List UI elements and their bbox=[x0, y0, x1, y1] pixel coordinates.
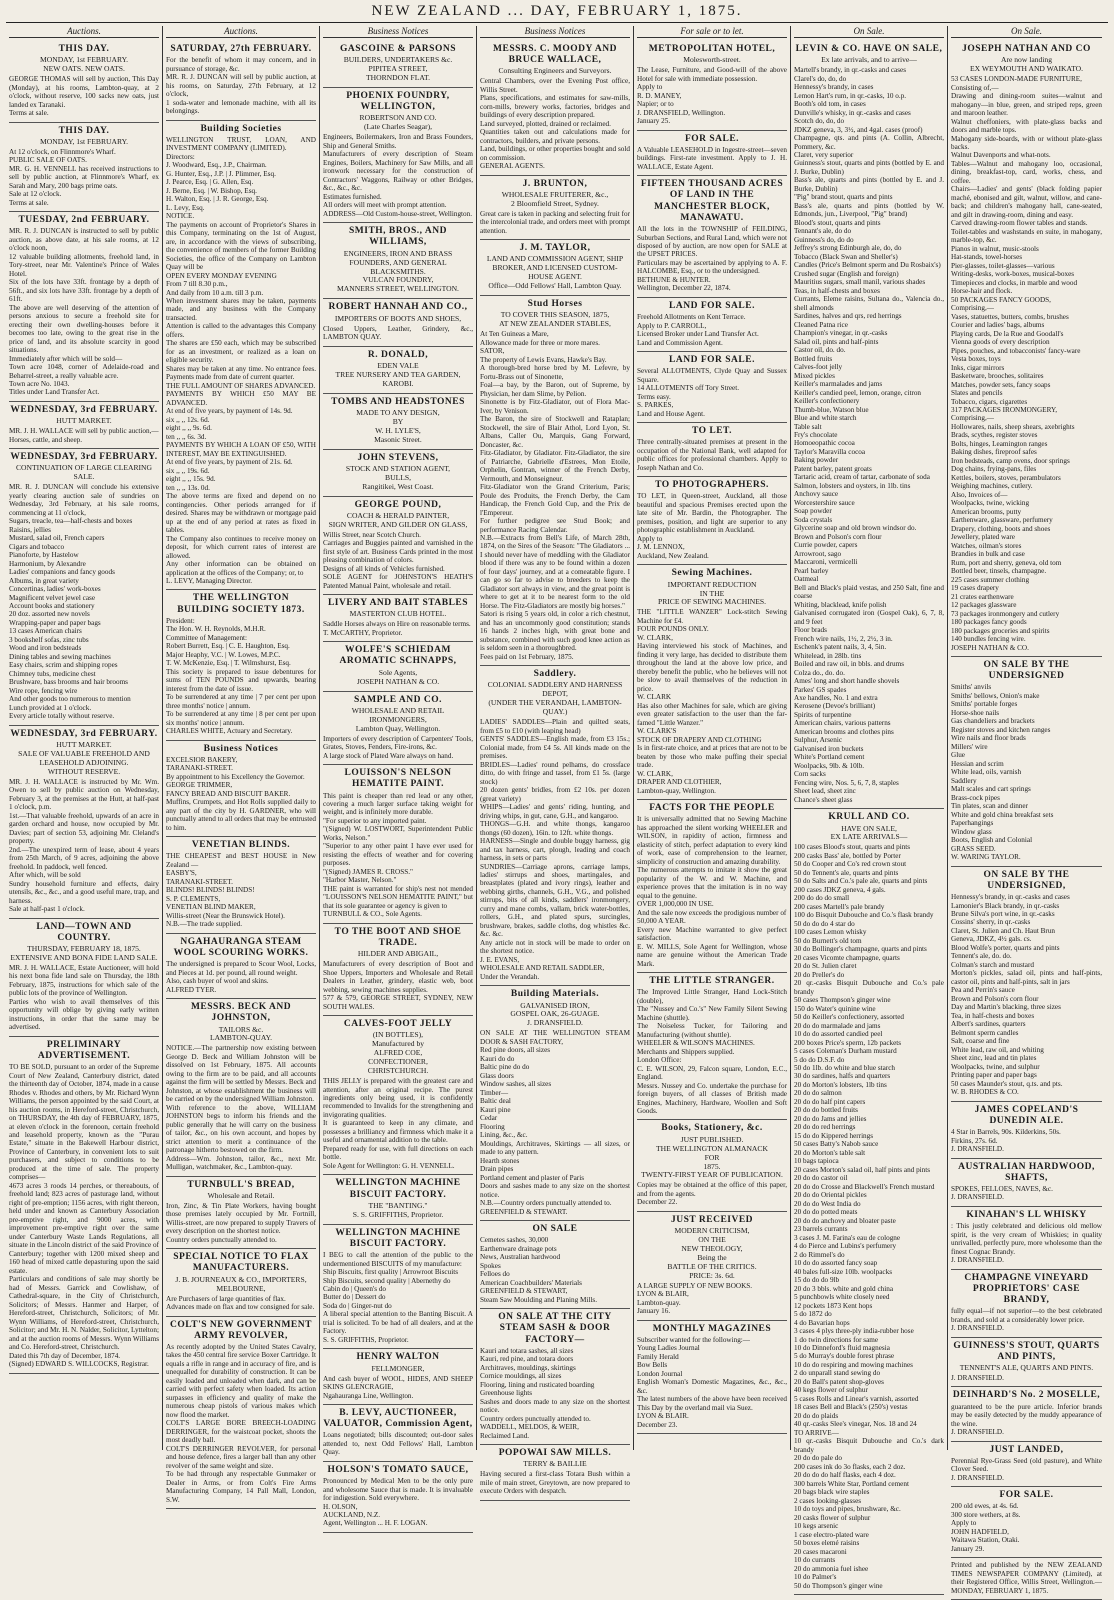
ad-title: VENETIAN BLINDS. bbox=[191, 840, 291, 851]
advertisement bbox=[323, 765, 473, 924]
ad-title: FOR SALE. bbox=[999, 1490, 1054, 1501]
ad-subheading: J. B. JOURNEAUX & CO., IMPORTERS, MELBOURNE, bbox=[175, 1274, 307, 1293]
advertisement bbox=[480, 986, 630, 1221]
advertisement bbox=[637, 800, 787, 973]
advertisement bbox=[9, 1037, 159, 1374]
ad-body: At Ten Guineas a Mare, Allowance made for three or more mares. SATOR, The property of Lewis Evans, Hawke's Bay. A thorough-bred horse bred by M. Lefevre, by Fortu-Brass out of Sinonette, Foal—a bay, by the Baron, out of Supreme, by Physician, her dam Slime, by Pelion. Sinonette is by Fitz-Gladiator, out of Flora Mac-Iver, by Venison. The Baron, the sire of Stockwell and Rataplan; Stockwell, the sire of Blair Athol, Lord Lyon, St. Albans, Caller Ou, Marquis, Gang Forward, Doncaster, &c. Fitz-Gladiator, by Gladiator. Fitz-Gladiator, the sire of Patriarche, Gabrielle d'Estrees, Mon Etoile, Orphelin, Gontran, winner of the French Derby, Vermouth, and Monseigneur. Fitz-Gladiator won the Grand Criterium, Paris; Poule des Produits, the French Derby, the Cam Handicap, the French Gold Cup, and the Prix de l'Empereur. For further pedigree see Stud Book; and performance Racing Calendar. N.B.—Extracts from Bell's Life, of March 28th, 1874, on the Sires of the Season: "The Gladiators ... I should never have of meddling with the Gladiator blood if there was any to be found within a dozen of four days' journey, and at a comeatable figure. I can go so far to advise to breeders to keep the Gladiator sort always in view, and the great point is where to get at it to be nearest form to the old Horse. The Fitz-Gladiators are mostly big horses." Satori is rising 5 years old, in color a rich chestnut, and has an uncommonly good constitution; stands 16 hands 2 inches high, with great bone and substance, combined with such good knee action as is seldom seen in a thoroughbred. Fees paid on 1st February, 1875. bbox=[480, 330, 630, 661]
ad-title: TUESDAY, 2nd FEBRUARY. bbox=[18, 215, 150, 226]
ad-title: J. BRUNTON, bbox=[522, 178, 588, 189]
advertisement bbox=[323, 223, 473, 299]
ad-subheading: Consulting Engineers and Surveyors. bbox=[498, 66, 612, 76]
ad-body: GEORGE THOMAS will sell by auction, This Day (Monday), at his rooms, Lambton-quay, at 2 o'clock, without reserve, 100 sacks new oats, just landed ex Taranaki. Terms at sale. bbox=[9, 75, 159, 118]
column-header: On Sale. bbox=[951, 26, 1102, 38]
ad-subheading: HAVE ON SALE, EX LATE ARRIVALS— bbox=[830, 823, 908, 842]
advertisement bbox=[166, 837, 316, 934]
ad-body: 100 cases Blood's stout, quarts and pints 200 casks Bass' ale, bottled by Porter 50 do Cooper and Co's red crown stout 50 do Tennent's ale, quarts and pints 50 do Salts and Co.'s pale ale, quarts and pints 200 cases JDKZ geneva, 4 gals. 200 do do do small 200 cases Martell's pale brandy 100 do Bisquit Dubouche and Co.'s flask brandy 50 do do do 4 star do 100 cases Lemon whisky 50 do Burnett's old tom 30 do Bollinger's champagne, quarts and pints 20 cases Vicomte champagne, quarts 20 do St. Julien claret 20 do Preller's do 20 qr.-casks Bisquit Dubouche and Co.'s pale brandy 50 cases Thompson's ginger wine 150 do Water's quinine wine 50 do Keiller's confectionery, assorted 20 do do marmalade and jams 10 do do assorted candied peel 200 boxes Price's sperm, 12b packets 5 cases Coleman's Durham mustard 5 do do D.S.F. do 50 do 1lb. do white and blue starch 30 do sardines, halfs and quarters 20 do Morton's lobsters, 1lb tins 20 do do salmon 20 do do half pint capers 20 do do bottled fruits 20 do do Jams and jellies 20 do do red herrings 15 do do Kippered herrings 50 cases Batty's Nabob sauce 20 do Morton's table salt 10 bags tapioca 20 cases Morton's salad oil, half pints and pints 20 do do castor oil 20 do do Crosse and Blackwell's French mustard 20 do do Oriental pickles 20 do do West India do 20 do do potted meats 20 do do anchovy and bloater paste 23 barrels currants 3 cases J. M. Farina's eau de cologne 4 do Pierce and Lubins's perfumery 2 do Rimmel's do 10 do do assorted fancy soap 40 bales full-size 10lb. woolpacks 15 do do do 9lb 20 do 3 bbls. white and gold china 5 punchbowls white closely need 12 pockets 1873 Kent hops 5 do 1872 do 4 do Bavarian hops 3 cases 4 plys three-ply india-rubber hose 1 do twin directions for same 10 do Dinneford's fluid magnesia 5 do Murray's double forest phrase 10 do do respiring and mowing machines 2 do unparall stand sewing do 20 do Ball's patent shop-gloves 40 kegs flower of sulphur 5 cases Rolls and Linear's varnish, assorted 18 cases Bell and Black's (250's) vestas 20 do do plaids 40 qr.-casks Slee's vinegar, Nos. 18 and 24 TO ARRIVE— 10 qr.-casks Bisquit Dubouche and Co.'s dark brandy 20 do do pale do 200 cases ink do 3o flasks, each 2 doz. 20 do do do half flasks, each 4 doz. 300 barrels White Star, Portland cement 20 bags black wire staples 2 cases looking-glasses 10 do toys and pipes, brushware, &c. 20 casks flower of sulphur 10 kegs arsenic 1 case electro-plated ware 50 boxes elemé raisins 20 cases macaroni 10 do currants 20 do ammonia fuel ishee 10 do Palmer's 50 do Thompson's ginger wine bbox=[794, 843, 944, 1590]
ad-body: Loans negotiated; bills discounted; out-door sales attended to, next Odd Fellows' Hall, Lambton Quay. bbox=[323, 1431, 473, 1457]
columns bbox=[6, 26, 1108, 1595]
ad-title: J. M. TAYLOR, bbox=[519, 243, 591, 254]
ad-title: WEDNESDAY, 3rd FEBRUARY. bbox=[10, 404, 158, 415]
advertisement bbox=[166, 41, 316, 121]
ad-subheading: Ex late arrivals, and to arrive— bbox=[821, 55, 917, 65]
advertisement bbox=[323, 450, 473, 497]
ad-title: CHAMPAGNE VINEYARD PROPRIETORS' CASE BRANDY, bbox=[964, 1272, 1089, 1305]
ad-title: FOR SALE. bbox=[684, 133, 740, 144]
advertisement bbox=[323, 1349, 473, 1405]
ad-title: CALVES-FOOT JELLY bbox=[343, 1019, 453, 1030]
advertisement bbox=[951, 1159, 1102, 1207]
ad-subheading: EDEN VALE TREE NURSERY AND TEA GARDEN, KAROBI. bbox=[335, 360, 461, 388]
advertisement bbox=[323, 924, 473, 1016]
advertisement bbox=[480, 41, 630, 176]
column-1 bbox=[6, 26, 163, 1450]
ad-title: THE LITTLE STRANGER. bbox=[649, 976, 775, 986]
ad-subheading: GALVANISED IRON, GOSPEL OAK, 26-GUAGE. J. DRANSFIELD. bbox=[510, 1000, 600, 1028]
ad-body: All the lots in the TOWNSHIP of FEILDING, Suburban Sections, and Rural Land, which were not disposed of by auction, are now open for SALE at the UPSET PRICES. Particulars may be ascertained by applying to A. F. HALCOMBE, Esq., or to the undersigned. BETHUNE & HUNTER. Wellington, December 22, 1874. bbox=[637, 225, 787, 293]
ad-title: ON SALE BY THE UNDERSIGNED bbox=[983, 660, 1070, 682]
advertisement bbox=[951, 1270, 1102, 1338]
advertisement bbox=[637, 176, 787, 298]
column-2 bbox=[163, 26, 320, 1504]
ad-body: MR. J. H. WALLACE, Estate Auctioneer, will hold his next bona fide land sale on Thursday, the 18th February, 1875, instructions for which sale of the public lots of the province of Wellington. Parties who wish to avail themselves of this opportunity will oblige by giving early written instructions, in order that the same may be advertised. bbox=[9, 963, 159, 1032]
ad-body: THIS JELLY is prepared with the greatest care and attention, after an original recipe. The purest ingredients only being used, it is confidently recommended to Invalids for the strengthening and invigorating qualities. It is guaranteed to keep in any climate, and possesses a brilliancy and firmness which make it a useful and ornamental addition to the table. Prepared ready for use, with full directions on each bottle. Sole Agent for Wellington: G. H. VENNELL. bbox=[323, 1077, 473, 1170]
ad-title: R. DONALD, bbox=[367, 349, 429, 360]
ad-body: Hennessy's brandy, in qr.-casks and cases Lamonier's Black brandy, in qr.-casks Brune Silva's port wine, in qr.-casks Cossins' sherry, in qr.-casks Claret, St. Julien and Ch. Haut Brun Geneva, JDKZ, 4½ gals. cs. Blood Wolfe's porter, quarts and pints Tennent's ale, do. do. Colman's starch and mustard Morton's pickles, salad oil, pints and half-pints, castor oil, pints and half-pints, salt in jars Pea and Perrin's sauce Brown and Polson's corn flour Day and Martin's blacking, three sizes Tea, in half-chests and boxes Albert's sardines, quarters Belmont sperm candles Salt, coarse and fine White lead, raw oil, and whiting Sheet zinc, lead and tin plates Woolpacks, twine, and sulphur Printing paper and paper bags 50 cases Maunder's stout, q.ts. and pts. W. B. RHODES & CO. bbox=[951, 893, 1102, 1097]
ad-title: POPOWAI SAW MILLS. bbox=[498, 1448, 612, 1459]
ad-body: fully equal—if not superior—to the best celebrated brands, and sold at a considerably lower price. J. DRANSFIELD. bbox=[951, 1307, 1102, 1333]
ad-body: Manufacturers of every description of Boot and Shoe Uppers, Importers and Wholesale and Retail Dealers in Leather, grindery, elastic web, boot webbing, sewing machines supplies. 577 & 579, GEORGE STREET, SYDNEY, NEW SOUTH WALES. bbox=[323, 960, 473, 1011]
advertisement bbox=[166, 1249, 316, 1316]
ad-body: President: The Hon. W. H. Reynolds, M.H.R. Committee of Management: Robert Burrett, Esq. | C. E. Haughton, Esq. Major Heaphy, V.C. | W. Lowes, M.P.C. T. W. McKenzie, Esq. | T. Wilmshurst, Esq. This society is prepared to issue debentures for sums of TEN POUNDS and upwards, bearing interest from the date of issue. To be surrendered at any time | 7 per cent per upon three months' notice | annum. To be surrendered at any time | 8 per cent per upon six months' notice | annum. CHARLES WHITE, Actuary and Secretary. bbox=[166, 616, 316, 736]
ad-subheading: IMPORTERS OF BOOTS AND SHOES, bbox=[334, 313, 462, 323]
ad-subheading: TENNENT'S ALE, QUARTS AND PINTS. bbox=[959, 1362, 1094, 1372]
ad-title: Books, Stationery, &c. bbox=[661, 1123, 763, 1134]
ad-subheading: TAILORS &c. LAMBTON-QUAY. bbox=[209, 1024, 273, 1043]
ad-title: KRULL AND CO. bbox=[828, 812, 910, 823]
advertisement bbox=[951, 1102, 1102, 1159]
advertisement bbox=[637, 352, 787, 423]
ad-subheading: (IN BOTTLES), Manufactured by ALFRED COE, CONFECTIONER, CHRISTCHURCH. bbox=[367, 1030, 429, 1076]
advertisement bbox=[323, 41, 473, 88]
ad-body: The undersigned is prepared to Scour Wool, Locks, and Pieces at 1d. per pound, all round weight. Also, cash buyer of wool and skins. ALFRED TYER. bbox=[166, 960, 316, 994]
ad-title: TO LET. bbox=[691, 426, 733, 437]
ad-body: ON SALE AT THE WELLINGTON STEAM DOOR & SASH FACTORY, Red pine doors, all sizes Kauri do do Baltic pine do do Glass doors Window sashes, all sizes Timber— Baltic deal Kauri pine Cedar Flooring Lining, &c., &c. Mouldings, Architraves, Skirtings — all sizes, or made to any pattern. Hearth stones Drain pipes Portland cement and plaster of Paris Doors and sashes made to any size on the shortest notice. N.B.—Country orders punctually attended to. GREENFIELD & STEWART. bbox=[480, 1029, 630, 1216]
ad-title: Sewing Machines. bbox=[671, 568, 753, 579]
column-header: Auctions. bbox=[166, 26, 316, 38]
ad-title: THE WELLINGTON BUILDING SOCIETY 1873. bbox=[177, 593, 305, 615]
ad-title: GASCOINE & PARSONS bbox=[340, 44, 456, 54]
advertisement bbox=[323, 642, 473, 691]
advertisement bbox=[480, 1221, 630, 1309]
column-4 bbox=[477, 26, 634, 1496]
ad-title: MONTHLY MAGAZINES bbox=[652, 1323, 772, 1334]
ad-body: Great care is taken in packing and selecting fruit for the intercolonial trade, and orders meet with prompt attention. bbox=[480, 209, 630, 235]
ad-subheading: ROBERTSON AND CO. (Late Charles Seagar), bbox=[359, 113, 437, 132]
ad-title: LAND FOR SALE. bbox=[669, 355, 755, 366]
ad-body: Freehold Allotments on Kent Terrace. Apply to P. CARROLL, Licensed Broker under Land Transfer Act. Land and Commission Agent. bbox=[637, 313, 759, 347]
advertisement bbox=[637, 1120, 787, 1211]
advertisement bbox=[323, 394, 473, 450]
ad-title: METROPOLITAN HOTEL, bbox=[648, 44, 776, 54]
ad-body: Cemetes sashes, 30,000 Earthenware drainage pots News, Australian hardwood Spokes Felloes do American Coachbuilders' Materials GREENFIELD & STEWART, Steam Saw Moulding and Planing Mills. bbox=[480, 1236, 597, 1304]
ad-title: Stud Horses bbox=[527, 299, 583, 310]
advertisement bbox=[9, 402, 159, 449]
ad-subheading: WHOLESALE AND RETAIL IRONMONGERS, Lambton Quay, Wellington. bbox=[351, 705, 445, 733]
ad-body: J. DRANSFIELD. bbox=[951, 1373, 1004, 1382]
ad-title: JUST RECEIVED bbox=[670, 1214, 754, 1225]
advertisement bbox=[323, 595, 473, 642]
ad-title: THIS DAY. bbox=[58, 44, 110, 54]
ad-title: SATURDAY, 27th FEBRUARY. bbox=[170, 44, 312, 54]
ad-subheading: COACH & HERALD PAINTER, SIGN WRITER, AND GILDER ON GLASS, bbox=[328, 510, 468, 529]
ad-body: THE CHEAPEST and BEST HOUSE in New Zealand — EASBY'S, TARANAKI-STREET. BLINDS! BLINDS! BLINDS! S. P. CLEMENTS, VENETIAN BLIND MAKER, Willis-street (Near the Brunswick Hotel). N.B.—The trade supplied. bbox=[166, 852, 316, 929]
ad-title: JOSEPH NATHAN AND CO bbox=[962, 44, 1091, 54]
ad-body: Perennial Rye-Grass Seed (old pasture), and White Clover Seed. J. DRANSFIELD. bbox=[951, 1456, 1102, 1482]
advertisement bbox=[637, 973, 787, 1120]
advertisement bbox=[323, 347, 473, 394]
ad-subheading: TO COVER THIS SEASON, 1875, AT NEW ZEALANDER STABLES, bbox=[499, 310, 611, 329]
advertisement bbox=[951, 1487, 1102, 1558]
advertisement bbox=[637, 477, 787, 565]
column-header: Business Notices bbox=[323, 26, 473, 38]
column-header: Business Notices bbox=[480, 26, 630, 38]
advertisement bbox=[951, 1338, 1102, 1388]
advertisement bbox=[323, 1225, 473, 1350]
ad-title: SAMPLE AND CO. bbox=[353, 694, 443, 705]
ad-title: AUSTRALIAN HARDWOOD, SHAFTS, bbox=[958, 1161, 1095, 1183]
ad-body: It is universally admitted that no Sewing Machine has approached the silent working WHEELER and WILSON, in rapidity of action, firmness and elasticity of stitch, perfect adaptation to every kind of work, ease of comprehension to the learner, simplicity of construction and amazing durability. The numerous attempts to imitate it show the great popularity of the W. and W. Machine, and experience proves that the imitation is in no way equal to the genuine. OVER 1,000,000 IN USE. And the sale now exceeds the prodigious number of 50,000 A YEAR. Every new Machine warranted to give perfect satisfaction. E. W. MILLS, Sole Agent for Wellington, whose name are genuine without the American Trade Mark. bbox=[637, 815, 787, 968]
ad-body: Subscriber wanted for the following:— Young Ladies Journal Family Herald Bow Bells London Journal English Woman's Domestic Magazines, &c., &c., &c. The latest numbers of the above have been received This Day by the overland mail via Suez. LYON & BLAIR. December 23. bbox=[637, 1335, 787, 1429]
advertisement bbox=[951, 1558, 1102, 1600]
ad-body: Pronounced by Medical Men to be the only pure and wholesome Sauce that is made. It is invaluable for indigestion. Sold everywhere. H. OLSON, AUCKLAND, N.Z. Agent, Wellington ... H. F. LOGAN. bbox=[323, 1477, 473, 1528]
ad-body: Willis Street, near Scotch Church. Carriages and Buggies painted and varnished in the first style of art. Business Cards printed in the most pleasing combination of colors. Designs of all kinds of Vehicles furnished. SOLE AGENT for JOHNSTON'S HEATH'S Patented Manual Paint, wholesale and retail. bbox=[323, 530, 473, 590]
ad-title: PHOENIX FOUNDRY, WELLINGTON, bbox=[346, 91, 450, 113]
ad-body: As recently adopted by the United States Cavalry, takes the 450 central fire service Boxer Cartridge. It equals a rifle in range and in accuracy of fire, and is unequalled for durability of construction. It can be easily loaded and unloaded when dark, and can be carried with perfect safety when loaded. Its action surpasses in efficiency and quality of make the numerous cheap pistols of various makes which now flood the market. COLT'S LARGE BORE BREECH-LOADING DERRINGER, for the waistcoat pocket, shoots the most deadly ball. COLT'S DERRINGER REVOLVER, for personal and house defence, fires a larger ball than any other revolver of the same weight and size. To be had through any respectable Gunmaker or Dealer in Arms, or from Colt's Fire Arms Manufacturing Company, 14 Pall Mall, London, S.W. bbox=[166, 1342, 316, 1504]
ad-subheading: CONTINUATION OF LARGE CLEARING SALE. bbox=[15, 463, 153, 482]
ad-subheading: MASTERTON CLUB HOTEL. bbox=[349, 609, 447, 619]
ad-title: Building Societies bbox=[200, 123, 282, 134]
ad-subheading: IMPORTANT REDUCTION IN THE PRICE OF SEWING MACHINES. bbox=[657, 579, 766, 607]
ad-title: COLT'S NEW GOVERNMENT ARMY REVOLVER, bbox=[170, 1319, 312, 1341]
column-6 bbox=[791, 26, 948, 1590]
ad-body: And cash buyer of WOOL, HIDES, AND SHEEP SKINS GLENCRAGIE, Ngahauranga Line, Wellington. bbox=[323, 1374, 473, 1400]
ad-body: Central Chambers, over the Evening Post office, Willis Street. Plans, specifications, and estimates for saw-mills, corn-mills, brewery works, factories, bridges and buildings of every description prepared. Land surveyed, plotted, drained or reclaimed. Quantities taken out and calculations made for contractors, builders, and private persons. Land, buildings, or other properties bought and sold on commission. GENERAL AGENTS. bbox=[480, 77, 630, 171]
ad-title: WELLINGTON MACHINE BISCUIT FACTORY. bbox=[335, 1178, 461, 1200]
ad-body: A LARGE SUPPLY OF NEW BOOKS. LYON & BLAIR, Lambton-quay. January 16. bbox=[637, 1281, 753, 1316]
advertisement bbox=[323, 1016, 473, 1175]
ad-subheading: THURSDAY, FEBRUARY 18, 1875. EXTENSIVE AND BONA FIDE LAND SALE. bbox=[10, 943, 158, 962]
ad-subheading: THE "BANTING." S. S. GRIFFITHS, Proprietor. bbox=[352, 1200, 444, 1219]
ad-subheading: Molesworth-street. bbox=[683, 55, 741, 65]
advertisement bbox=[9, 123, 159, 213]
column-3 bbox=[320, 26, 477, 1528]
ad-subheading: COLONIAL SADDLERY AND HARNESS DEPOT, (UNDER THE VERANDAH, LAMBTON-QUAY.) bbox=[487, 680, 623, 717]
advertisement bbox=[637, 131, 787, 177]
ad-title: SPECIAL NOTICE TO FLAX MANUFACTURERS. bbox=[173, 1252, 309, 1274]
ad-subheading: Are now landing EX WEYMOUTH AND WAIKATO. bbox=[969, 55, 1084, 74]
advertisement bbox=[951, 1207, 1102, 1270]
ad-subheading: BUILDERS, UNDERTAKERS &c. PIPITEA STREET, THORNDON FLAT. bbox=[343, 55, 453, 83]
ad-body: Printed and published by the NEW ZEALAND TIMES NEWSPAPER COMPANY (Limited), at their Registered Office, Willis Street, Wellington.—MONDAY, FEBRUARY 1, 1875. bbox=[951, 1561, 1102, 1595]
ad-title: Business Notices bbox=[203, 743, 279, 754]
ad-body: 200 old ewes, at 4s. 6d. 300 store wethers, at 8s. Apply to JOHN HADFIELD, Waitawa Station, Otaki. January 29. bbox=[951, 1502, 1021, 1553]
column-header: For sale or to let. bbox=[637, 26, 787, 38]
ad-body: NOTICE.—The partnership now existing between George D. Beck and William Johnston will be dissolved on 1st February, 1875. All accounts owing to the firm are to be paid, and all accounts against the firm will be settled by Messrs. Beck and Johnston, at whose establishment the business will be carried on by the undersigned William Johnston. With reference to the above, WILLIAM JOHNSTON begs to inform his friends and the public generally that he will carry on the business of tailor, &c., on his own account, and hopes by strict attention to merit a continuance of the patronage hitherto bestowed on the firm. Address—Wm. Johnston, tailor, &c., next Mr. Mulligan, watchmaker, &c., Lambton-quay. bbox=[166, 1044, 316, 1172]
advertisement bbox=[323, 497, 473, 596]
ad-title: ON SALE AT THE CITY STEAM SASH & DOOR FACTORY— bbox=[498, 1312, 612, 1345]
ad-body: : This justly celebrated and delicious old mellow spirit, is the very cream of Whiskies; in quality unrivalled, perfectly pure, more wholesome than the finest Cognac Brandy. J. DRANSFIELD. bbox=[951, 1222, 1102, 1265]
ad-title: LIVERY AND BAIT STABLES bbox=[327, 598, 469, 609]
advertisement bbox=[166, 934, 316, 999]
ad-subheading: MONDAY, 1st FEBRUARY. bbox=[39, 136, 129, 146]
ad-title: FIFTEEN THOUSAND ACRES OF LAND IN THE MANCHESTER BLOCK, MANAWATU. bbox=[640, 179, 784, 223]
ad-title: NGAHAURANGA STEAM WOOL SCOURING WORKS. bbox=[173, 936, 309, 958]
advertisement bbox=[480, 240, 630, 296]
ad-body: Several ALLOTMENTS, Clyde Quay and Sussex Square. 14 ALLOTMENTS off Tory Street. Terms easy. S. PARKES, Land and House Agent. bbox=[637, 367, 787, 418]
ad-body: Smiths' anvils Smiths' bellows, Onion's make Smiths' portable forges Horse-shoe nails Gas chandeliers and brackets Register stoves and kitchen ranges Wire nails and floor brads Millers' wire Glue Hessian and scrim White lead, oils, varnish Saddlery Malt scales and cart springs Brass-cock pipes Tin plates, scan and dinner White and gold china breakfast sets Paperhangings Window glass Boots, English and Colonial GRASS SEED. W. WARING TAYLOR. bbox=[951, 683, 1054, 862]
ad-body: MR. R. J. DUNCAN is instructed to sell by public auction, as above date, at his sale rooms, at 12 o'clock noon, 12 valuable building allotments, freehold land, in Tory-street, near Mr. Valentine's Prince of Wales Hotel. Six of the lots have 33ft. frontage by a depth of 56ft., and six lots have 33ft. frontage by a depth of 61ft. The above are well deserving of the attention of persons anxious to secure a freehold site for erecting their own dwelling-houses before it becomes too late, owing to the great rise in the price of land, and its absolute scarcity in good situations. Immediately after which will be sold— Town acre 1048, corner of Adelaide-road and Beharrel-street, a really valuable acre. Town acre No. 1043. Titles under Land Transfer Act. bbox=[9, 227, 159, 397]
ad-subheading: TERRY & BAILLIE bbox=[523, 1459, 587, 1469]
ad-subheading: HILDER AND ABIGAIL, bbox=[357, 949, 439, 959]
ad-title: WEDNESDAY, 3rd FEBRUARY. bbox=[10, 452, 158, 463]
advertisement bbox=[166, 1317, 316, 1510]
advertisement bbox=[166, 999, 316, 1177]
ad-title: FACTS FOR THE PEOPLE bbox=[649, 803, 775, 814]
ad-body: A Valuable LEASEHOLD in Ingestre-street—seven buildings. First-rate investment. Apply to J. H. WALLACE, Estate Agent. bbox=[637, 145, 787, 171]
ad-title: B. LEVY, AUCTIONEER, VALUATOR, Commission Agent, bbox=[323, 1408, 473, 1430]
advertisement bbox=[166, 121, 316, 591]
ad-body: Closed Uppers, Leather, Grindery, &c., LAMBTON QUAY. bbox=[323, 324, 473, 342]
ad-title: JUST LANDED, bbox=[989, 1444, 1064, 1455]
ad-body: Engineers, Boilermakers, Iron and Brass Founders, Ship and General Smiths. Manufacturers of every description of Steam Engines, Boilers, Machinery for Saw Mills, and all ironwork necessary for the construction of Contractors' Waggons, Railway or other Bridges, &c., &c., &c. Estimates furnished. All orders will meet with prompt attention. ADDRESS—Old Custom-house-street, Wellington. bbox=[323, 133, 473, 218]
masthead-rule bbox=[6, 22, 1108, 23]
ad-title: GEORGE POUND, bbox=[354, 499, 442, 510]
ad-title: JOHN STEVENS, bbox=[357, 452, 439, 463]
ad-subheading: Sole Agents, JOSEPH NATHAN & CO. bbox=[356, 667, 440, 686]
ad-body: LADIES' SADDLES—Plain and quilted seats, from £5 to £10 (with leaping head) GENTS' SADDLES—English made, from £3 15s.; Colonial made, from £4 5s. All kinds made on the premises. BRIDLES—Ladies' round pelhams, do crossface ditto, do with fringe and tassel, from £1 5s. (large stock) 20 dozen gents' bridles, from £2 10s. per dozen (great variety) WHIPS—Ladies' and gents' riding, hunting, and driving whips, in gut, cane, G.H., and kangaroo. THONGS—G.H. and white thongs, kangaroo thongs (60 dozen), 16in. to 12ft. white thongs. HARNESS—Single and double buggy harness, gig and tax harness, cart, plough, leading and coach harness, in sets or parts SUNDRIES—Carriage aprons, carriage lamps, ladies' stirrups and shoes, martingales, and breastplates (plated and ivory rings), leather and webbing girths, channels, G.H., V.G., and polished stirrups, bits of all kinds, saddlers' ironmongery, curry and mane combs, vallam, brick water-bottles, rollers, G.H., and plated spurs, surcingles, brushware, brakes, saddle cloths, dog whistles &c. &c. &c. Any article not in stock will be made to order on the shortest notice. J. E. EVANS, WHOLESALE AND RETAIL SADDLER, Under the Verandah. bbox=[480, 718, 630, 981]
ad-body: Martell's brandy, in qr.-casks and cases Clarel's do, do, do Hennessy's brandy, in cases Lemon Hart's rum, in qr.-casks, 10 o.p. Booth's old tom, in cases Dunville's whisky, in qr.-casks and cases Scotch do, do, do JDKZ geneva, 3, 3½, and 4gal. cases (proof) Champagne, qts. and pints (A. Collin, Albrecht, Pommery, &c. Claret, very superior Guinness's stout, quarts and pints (bottled by E. and J. Burke, Dublin) Bass's ale, quarts and pints (bottled by E. and J. Burke, Dublin) "Pig" brand stout, quarts and pints Bass's ale, quarts and pints (bottled by W. Edmonds, jun., Liverpool, "Pig" brand) Blood's stout, quarts and pints Tennant's ale, do do Guinness's do, do do Jeffrey's strong Edinburgh ale, do, do Tobacco (Black Swan and Sheller's) Candles (Price's Belmont sperm and Du Rosbaix's) Crushed sugar (English and foreign) Mauritius sugars, small manil, various shades Teas, in half-chests and boxes Currants, Eleme raisins, Sultana do., Valencia do., shell almonds Sardines, halves and qrs, red herrings Cleaned Patna rice Champion's vinegar, in qr.-casks Salad oil, pints and half-pints Castor oil, do. do. Bottled fruits Calves-foot jelly Mixed pickles Keiller's marmalades and jams Keiller's candied peel, lemon, orange, citron Keiller's confectionery Thumb-blue, Watson blue Blue and white starch Table salt Fry's chocolate Homoeopathic cocoa Taylor's Maravilla cocoa Baking powder Patent barley, patent groats Tartaric acid, cream of tartar, carbonate of soda Salmon, lobsters and oysters, in 1lb. tins Anchovy sauce Worcestershire sauce Soap powder Soda crystals Glycerine soap and old brown windsor do. Brown and Polson's corn flour Currie powder, capers Arrowroot, sago Maccaroni, vermicelli Pearl barley Oatmeal Bell and Black's plaid vestas, and 250 Salt, fine and coarse Whiting, blacklead, knife polish Galvanised corrugated iron (Gospel Oak), 6, 7, 8, and 9 feet Floor brads French wire nails, 1½, 2, 2½, 3 in. Eschenk's patent nails, 3, 4, 5in. Whitelead, in 28lb. tins Boiled and raw oil, in bbls. and drums Colza do., do. do. Ames' long and short handle shovels Parkes' GS spades Axe handles, No. 1 and extra Kerosene (Devoe's brilliant) Spirits of turpentine American chairs, various patterns American brooms and clothes pins Sulphur, Arsenic Galvanised iron buckets White's Portland cement Woolpacks, 9lb. & 10lb. Corn sacks Fencing wire, Nos. 5, 6, 7, 8, staples Sheet lead, sheet zinc Chance's sheet glass bbox=[794, 66, 944, 804]
ad-title: WOLFE'S SCHIEDAM AROMATIC SCHNAPPS, bbox=[339, 645, 457, 667]
ad-body: For the benefit of whom it may concern, and in pursuance of storage, &c. MR. R. J. DUNCAN will sell by public auction, at his rooms, on Saturday, 27th February, at 12 o'clock, 1 soda-water and lemonade machine, with all its belongings. bbox=[166, 56, 316, 116]
advertisement bbox=[951, 1387, 1102, 1441]
ad-subheading: WHOLESALE FRUITERER, &c., 2 Bloomfield Street, Sydney. bbox=[501, 189, 609, 208]
advertisement bbox=[323, 1405, 473, 1462]
advertisement bbox=[323, 1175, 473, 1224]
advertisement bbox=[166, 1177, 316, 1250]
advertisement bbox=[9, 919, 159, 1037]
advertisement bbox=[9, 41, 159, 123]
ad-subheading: FELLMONGER, bbox=[371, 1363, 425, 1373]
ad-subheading: Wholesale and Retail. bbox=[207, 1190, 275, 1200]
ad-title: TOMBS AND HEADSTONES bbox=[331, 396, 465, 407]
ad-title: LAND FOR SALE. bbox=[669, 300, 755, 311]
advertisement bbox=[480, 1445, 630, 1501]
ad-subheading: MADE TO ANY DESIGN, BY W. H. LYLE'S, Masonic Street. bbox=[356, 407, 440, 444]
ad-body: 53 CASES LONDON-MADE FURNITURE, Consisting of,— Drawing and dining-room suites—walnut and mahogany—in blue, green, and striped reps, green and maroon leather. Walnut cheffoniers, with plate-glass backs and doors and marble tops. Mahogany side-boards, with or without plate-glass backs. Walnut Davenports and what-nots. Tables—Walnut and mahogany loo, occasional, dining, breakfast-top, card, works, chess, and coffee. Chairs—Ladies' and gents' (black folding papier maché, ebonised and gilt, walnut, willow, and cane-back; and children's mahogany hall, cane-seated, and gilt in drawing-room, dining and easy. Carved drawing-room flower tables and stands. Toilet-tables and washstands en suite, in mahogany, marble-top, &c. Pianos in walnut, music-stools Hat-stands, towel-horses Pier-glasses, toilet-glasses—various Writing-desks, work-boxes, musical-boxes Timepieces and clocks, in marble and wood Horse-hair and flock. 50 PACKAGES FANCY GOODS, Comprising,— Vases, statuettes, butters, combs, brushes Courier and ladies' bags, albums Playing cards, De la Rue and Goodall's Vienna goods of every description Pipes, pouches, and tobacconists' fancy-ware Vesta boxes, toys Inks, cigar mirrors Basketware, brooches, solitaires Matches, powder sets, fancy soaps Slates and pencils Tobacco, cigars, cigarettes 317 PACKAGES IRONMONGERY, Comprising,— Hollowares, nails, sheep shears, axebrights Brads, scythes, register stoves Bolts, hinges, Leamington ranges Baking dishes, fireproof safes Iron bedsteads, camp ovens, door springs Dog chains, frying-pans, files Kettles, boilers, stoves, perambulators Weighing machines, cutlery. Also, Invoices of— Woolpacks, twine, wicking American brooms, putty Earthenware, glassware, perfumery Drapery, clothing, boots and shoes Jewellery, plated ware Watches, oilman's stores Brandies in bulk and case Rum, port and sherry, geneva, old tom Bottled beer, tinsels, champagne. 225 cases summer clothing 19 cases drapery 21 crates earthenware 12 packages glassware 73 packages ironmongery and cutlery 180 packages fancy goods 180 packages groceries and spirits 140 bundles fencing wire. JOSEPH NATHAN & CO. bbox=[951, 75, 1102, 652]
ad-body: Kauri and totara sashes, all sizes Kauri, red pine, and totara doors Architraves, mouldings, skirtings Cornice mouldings, all sizes Flooring, lining and rusticated boarding Greenhouse lights Sashes and doors made to any size on the shortest notice. Country orders punctually attended to. WADDELL, MELDOS, & WEIR, Reclaimed Land. bbox=[480, 1346, 630, 1440]
ad-body: Iron, Zinc, & Tin Plate Workers, having bought those premises lately occupied by Mr. Fortnill, Willis-street, are now prepared to supply Travers of every description on the shortest notice. Country orders punctually attended to. bbox=[166, 1201, 316, 1244]
advertisement bbox=[794, 809, 944, 1595]
ad-title: MESSRS. BECK AND JOHNSTON, bbox=[190, 1002, 292, 1024]
ad-title: Building Materials. bbox=[510, 989, 600, 1000]
advertisement bbox=[637, 1321, 787, 1435]
ad-subheading: STOCK AND STATION AGENT, BULLS, Rangitikei, West Coast. bbox=[345, 463, 451, 491]
ad-body: guaranteed to be the pure article. Inferior brands may be easily detected by the muddy appearance of the wine. J. DRANSFIELD. bbox=[951, 1402, 1102, 1437]
ad-subheading: MONDAY, 1st FEBRUARY. NEW OATS. NEW OATS. bbox=[39, 55, 129, 74]
ad-title: ROBERT HANNAH AND CO., bbox=[328, 302, 468, 313]
ad-subheading: MODERN CRITICISM, ON THE NEW THEOLOGY, Being the BATTLE OF THE CRITICS. PRICE: 3s. 6d. bbox=[667, 1226, 757, 1280]
ad-title: LEVIN & CO. HAVE ON SALE, bbox=[795, 44, 943, 54]
ad-title: WEDNESDAY, 3rd FEBRUARY. bbox=[10, 728, 158, 739]
advertisement bbox=[323, 1462, 473, 1533]
column-header: Auctions. bbox=[9, 26, 159, 38]
advertisement bbox=[9, 449, 159, 726]
ad-title: KINAHAN'S LL WHISKY bbox=[966, 1209, 1087, 1220]
advertisement bbox=[637, 298, 787, 352]
ad-body: 4 Star in Barrels, 90s. Kilderkins, 50s. Firkins, 27s. 6d. J. DRANSFIELD. bbox=[951, 1128, 1061, 1154]
ad-body: I BEG to call the attention of the public to the undermentioned BISCUITS of my manufacture: Ship Biscuits, first quality | Arrowroot Biscuits Ship Biscuits, second quality | Abernethy do Cabin do | Queen's do Butter do | Dessert do Soda do | Ginger-nut do A liberal special attention to the Banting Biscuit. A trial is solicited. To be had of all dealers, and at the Factory. S. S. GRIFFITHS, Proprietor. bbox=[323, 1251, 473, 1344]
advertisement bbox=[637, 1212, 787, 1321]
ad-body: Saddle Horses always on Hire on reasonable terms. T. McCARTHY, Proprietor. bbox=[323, 620, 471, 637]
ad-title: DEINHARD'S No. 2 MOSELLE, bbox=[952, 1390, 1101, 1401]
ad-subheading: JUST PUBLISHED. THE WELLINGTON ALMANACK FOR 1875. TWENTY-FIRST YEAR OF PUBLICATION. bbox=[641, 1134, 783, 1180]
ad-title: HENRY WALTON bbox=[356, 1352, 440, 1363]
ad-body: This paint is cheaper than red lead or any other, covering a much larger surface taking weight for weight, and is infinitely more durable. "For superior to any imported paint. "(Signed) W. LOSTWORT, Superintendent Public Works, Nelson." "Superior to any other paint I have ever used for resisting the effects of weather and for covering purposes. "(Signed) JAMES R. CROSS." "Harbor Master, Nelson." THE paint is warranted for ship's nest not mended "LOUISSON'S NELSON HEMATITE PAINT," but that its sole guarantee or agency is given to TURNBULL & CO., Sole Agents. bbox=[323, 791, 473, 919]
ad-body: SPOKES, FELLOES, NAVES, &c. J. DRANSFIELD. bbox=[951, 1184, 1053, 1202]
ad-body: MR. R. J. DUNCAN will conclude his extensive yearly clearing auction sale of sundries on Wednesday, 3rd February, at his sale rooms, commencing at 11 o'clock, Sugars, treacle, tea—half-chests and boxes Raisins, jellies Mustard, salad oil, French capers Cigars and tobacco Pianoforte, by Hastelow Harmonium, by Alexandre Ladies' companions and fancy goods Albums, in great variety Concertinas, ladies' work-boxes Magnificent velvet jewel case Account books and stationery 20 doz. assorted new novels Wrapping-paper and paper bags 13 cases American chairs 3 bookshelf sofas, zinc tubs Wood and iron bedsteads Dining tables and sewing machines Easy chairs, scrim and shipping ropes Chimney tubs, medicine chest Brushware, bass brooms and hair brooms Wire rope, fencing wire And other goods too numerous to mention Lunch provided at 1 o'clock. Every article totally without reserve. bbox=[9, 483, 159, 721]
advertisement bbox=[637, 41, 787, 131]
ad-title: JAMES COPELAND'S DUNEDIN ALE. bbox=[974, 1104, 1079, 1126]
ad-title: HOLSON'S TOMATO SAUCE, bbox=[327, 1464, 469, 1475]
advertisement bbox=[637, 423, 787, 477]
ad-body: Having secured a first-class Totara Bush within a mile of main street, Greytown, are now prepared to execute Orders with despatch. bbox=[480, 1470, 630, 1496]
ad-title: SMITH, BROS., AND WILLIAMS, bbox=[349, 226, 447, 248]
advertisement bbox=[323, 692, 473, 766]
advertisement bbox=[951, 867, 1102, 1102]
column-7 bbox=[948, 26, 1105, 1595]
ad-subheading: HUTT MARKET. bbox=[56, 416, 112, 426]
ad-body: Copies may be obtained at the office of this paper, and from the agents. December 22. bbox=[637, 1181, 787, 1207]
ad-title: TO THE BOOT AND SHOE TRADE. bbox=[334, 926, 462, 948]
ad-subheading: HUTT MARKET. SALE OF VALUABLE FREEHOLD AND LEASEHOLD ADJOINING. WITHOUT RESERVE. bbox=[18, 739, 150, 776]
ad-title: PRELIMINARY ADVERTISEMENT. bbox=[37, 1039, 131, 1061]
masthead-title: NEW ZEALAND ... DAY, FEBRUARY 1, 1875. bbox=[371, 3, 743, 19]
ad-title: GUINNESS'S STOUT, QUARTS AND PINTS, bbox=[953, 1340, 1100, 1362]
ad-body: Three centrally-situated premises at present in the occupation of the National Bank, well adapted for public offices for professional chambers. Apply to Joseph Nathan and Co. bbox=[637, 438, 787, 472]
advertisement bbox=[480, 666, 630, 986]
ad-title: Saddlery. bbox=[533, 669, 577, 680]
ad-title: LOUISSON'S NELSON HEMATITE PAINT. bbox=[344, 768, 452, 790]
ad-body: EXCELSIOR BAKERY, TARANAKI-STREET. By appointment to his Excellency the Governor. GEORGE TRIMMER, FANCY BREAD AND BISCUIT BAKER. Muffins, Crumpets, and Hot Rolls supplied daily to any part of the city by H. GARDNER, who will punctually attend to all orders that may be entrusted to him. bbox=[166, 755, 316, 832]
ad-body: MR. J. H. WALLACE is instructed by Mr. Wm. Owen to sell by public auction on Wednesday, February 3, at the premises at the Hutt, at half-past 1 o'clock, p.m. 1st.—That valuable freehold, upwards of an acre in garden orchard and house, now occupied by Mr. Davies; part of section 53, adjoining Mr. Cleland's property. 2nd.—The unexpired term of lease, about 4 years from 25th March, of 9 acres, adjoining the above freehold. In paddock, well fenced. After which, will be sold Sundry household furniture and effects, dairy utensils, &c., &c., and a good useful mare, trap, and harness. Sale at half-past 1 o'clock. bbox=[9, 777, 159, 914]
ad-subheading: LAND AND COMMISSION AGENT, SHIP BROKER, AND LICENSED CUSTOM-HOUSE AGENT. Office—Odd Fellows' Hall, Lambton Quay. bbox=[486, 254, 624, 291]
advertisement bbox=[166, 741, 316, 838]
ad-subheading: ENGINEERS, IRON AND BRASS FOUNDERS, AND GENERAL BLACKSMITHS. VULCAN FOUNDRY, MANNERS STREET, WELLINGTON. bbox=[337, 248, 459, 294]
advertisement bbox=[9, 726, 159, 919]
ad-title: THIS DAY. bbox=[58, 125, 110, 136]
advertisement bbox=[794, 41, 944, 809]
advertisement bbox=[951, 41, 1102, 657]
ad-body: WELLINGTON TRUST, LOAN, AND INVESTMENT COMPANY (LIMITED). Directors: J. Woodward, Esq., J.P., Chairman. G. Hunter, Esq., J.P. | J. Plimmer, Esq. J. Pearce, Esq. | G. Allen, Esq. J. Berne, Esq. | W. Bishop, Esq. H. Walton, Esq. | J. R. George, Esq. L. Levy, Esq. NOTICE. The payments on account of Proprietor's Shares in this Company, terminating on the 1st of August, are, in accordance with the views of subscribing, the convenience of members of the former Building Societies, the office of the Company on Lambton Quay will be OPEN EVERY MONDAY EVENING From 7 till 8.30 p.m., And daily from 10 a.m. till 3 p.m. When investment shares may be taken, payments made, and any business with the Company transacted. Attention is called to the advantages this Company offers. The shares are £50 each, which may be subscribed for as an investment, or realized as a loan on eligible security. Shares may be taken at any time. No entrance fees. Payments made from date of current quarter. THE FULL AMOUNT OF SHARES ADVANCED. PAYMENTS BY WHICH £50 MAY BE ADVANCED. At end of five years, by payment of 14s. 9d. six ,, ,, 12s. 6d. eight ,, ,, 9s. 6d. ten ,, ,, 6s. 3d. PAYMENTS BY WHICH A LOAN OF £50, WITH INTEREST, MAY BE EXTINGUISHED. At end of five years, by payment of 21s. 6d. six ,, ,, 19s. 6d. eight ,, ,, 15s. 9d. ten ,, ,, 13s. 0d. The above terms are fixed and depend on no contingencies. Other periods arranged for if desired. Shares may be withdrawn or mortgage paid up at the end of any period at rates as fixed in tables. The Company also continues to receive money on deposit, for which current rates of interest are allowed. Any other information can be obtained on application at the offices of the Company; or, to L. LEVY, Managing Director. bbox=[166, 135, 316, 585]
ad-body: The Lease, Furniture, and Good-will of the above Hotel for sale with immediate possession. Apply to R. D. MANEY, Napier; or to J. DRANSFIELD, Wellington. January 25. bbox=[637, 66, 787, 126]
ad-body: Importers of every description of Carpenters' Tools, Grates, Stoves, Fenders, Fire-irons, &c. A large stock of Plated Ware always on hand. bbox=[323, 734, 473, 760]
ad-title: LAND—TOWN AND COUNTRY. bbox=[36, 921, 132, 943]
masthead bbox=[0, 0, 1114, 22]
advertisement bbox=[166, 590, 316, 740]
ad-title: ON SALE bbox=[532, 1224, 578, 1235]
ad-body: TO LET, in Queen-street, Auckland, all those beautiful and spacious Premises erected upon the late site of Mr. Bardin, the Photographer. The premises, position, and light are superior to any photographic establishment in Auckland. Apply to J. M. LENNOX, Auckland, New Zealand. bbox=[637, 492, 787, 560]
ad-title: ON SALE BY THE UNDERSIGNED, bbox=[983, 869, 1070, 891]
ad-title: MESSRS. C. MOODY AND BRUCE WALLACE, bbox=[493, 44, 617, 66]
ad-body: Are Purchasers of large quantities of flax. Advances made on flax and tow consigned for sale. bbox=[166, 1294, 315, 1312]
advertisement bbox=[480, 176, 630, 241]
advertisement bbox=[480, 296, 630, 666]
ad-title: TURNBULL'S BREAD, bbox=[187, 1179, 295, 1190]
ad-body: At 12 o'clock, on Flinnmore's Wharf. PUBLIC SALE OF OATS. MR. G. H. VENNELL has received instructions to sell by public auction, at Flinnmore's Wharf, ex Sarah and Mary, 200 bags prime oats. Sale at 12 o'clock. Terms at sale. bbox=[9, 147, 159, 207]
advertisement bbox=[951, 1442, 1102, 1488]
ad-body: TO BE SOLD, pursuant to an order of the Supreme Court of New Zealand, Canterbury district, dated the thirteenth day of October, 1874, made in a cause Rhodes v. Rhodes and others, by Mr. Richard Wynn Williams, the person appointed by the said Court, at his auction rooms, in Hereford-street, Christchurch, on THURSDAY, the 4th day of FEBRUARY, 1875, at eleven o'clock in the forenoon, certain freehold and leasehold property, known as the "Purau Estate," situate in the Bakewell Harbour district, Province of Canterbury, in convenient lots to suit purchasers, and subject to conditions to be produced at the time of sale. The property comprises— 4673 acres 3 roods 14 perches, or thereabouts, of freehold land; 823 acres of pasturage land, without right of pre-emption; 1156 acres, with right thereon, held under and known as Canterbury Association pre-emptive right, and 9000 acres, with improvement pre-emptive right over the same under Canterbury Waste Lands Regulations, all situate in the Lincoln district of the said Province of Canterbury; together with 1200 mixed sheep and 160 head of mixed cattle depasturing upon the said estate. Particulars and conditions of sale may shortly be had of Messrs. Garrick and Cowlishaw, of Cathedral-square, in the City of Christchurch, Solicitors; of Messrs. Hanmer and Harper, of Hereford-street, Christchurch, Solicitors; of Mr. Wynn Williams, of Hereford-street, Christchurch, Solicitor; and Mr. H. N. Nalder, Solicitor, Lyttelton; and at the auction rooms of Messrs. Wynn Williams and Co. Hereford-street, Christchurch. Dated this 7th day of December, 1874. (Signed) EDWARD S. WILLCOCKS, Registrar. bbox=[9, 1063, 159, 1369]
column-header: On Sale. bbox=[794, 26, 944, 38]
advertisement bbox=[9, 212, 159, 402]
ad-title: TO PHOTOGRAPHERS. bbox=[655, 480, 769, 491]
ad-body: The Improved Little Stranger, Hand Lock-Stitch (double), The "Nussey and Co.'s" New Family Silent Sewing Machine (shuttle). The Noiseless Tucker, for Tailoring and Manufacturing (without shuttle). WHEELER & WILSON'S MACHINES. Merchants and Shippers supplied. London Office: C. E. WILSON, 29, Falcon square, London, E.C., England. Messrs. Nussey and Co. undertake the purchase for foreign buyers, of all classes of British made Engines, Machinery, Hardware, Woollen and Soft Goods. bbox=[637, 988, 787, 1115]
ad-title: WELLINGTON MACHINE BISCUIT FACTORY. bbox=[335, 1227, 461, 1249]
column-5 bbox=[634, 26, 791, 1450]
advertisement bbox=[951, 657, 1102, 867]
advertisement bbox=[480, 1309, 630, 1445]
ad-body: THE "LITTLE WANZER" Lock-stitch Sewing Machine for £4. FOUR POUNDS ONLY. W. CLARK, Having interviewed his stock of Machines, and finding it very large, has decided to distribute them throughout the land at the above low price, and thereby benefit the public, who he believes will not be slow to avail themselves of the reduction in price. W. CLARK Has also other Machines for sale, which are giving even greater satisfaction to the user than the far-famed "Little Wanzer." W. CLARK'S STOCK OF DRAPERY AND CLOTHING Is in first-rate choice, and at prices that are not to be beaten by those who make puffing their special trade. W. CLARK, DRAPER AND CLOTHIER, Lambton-quay, Wellington. bbox=[637, 608, 787, 795]
advertisement bbox=[637, 565, 787, 800]
advertisement bbox=[323, 88, 473, 223]
advertisement bbox=[323, 299, 473, 346]
ad-body: MR. J. H. WALLACE will sell by public auction,— Horses, cattle, and sheep. bbox=[9, 427, 159, 444]
